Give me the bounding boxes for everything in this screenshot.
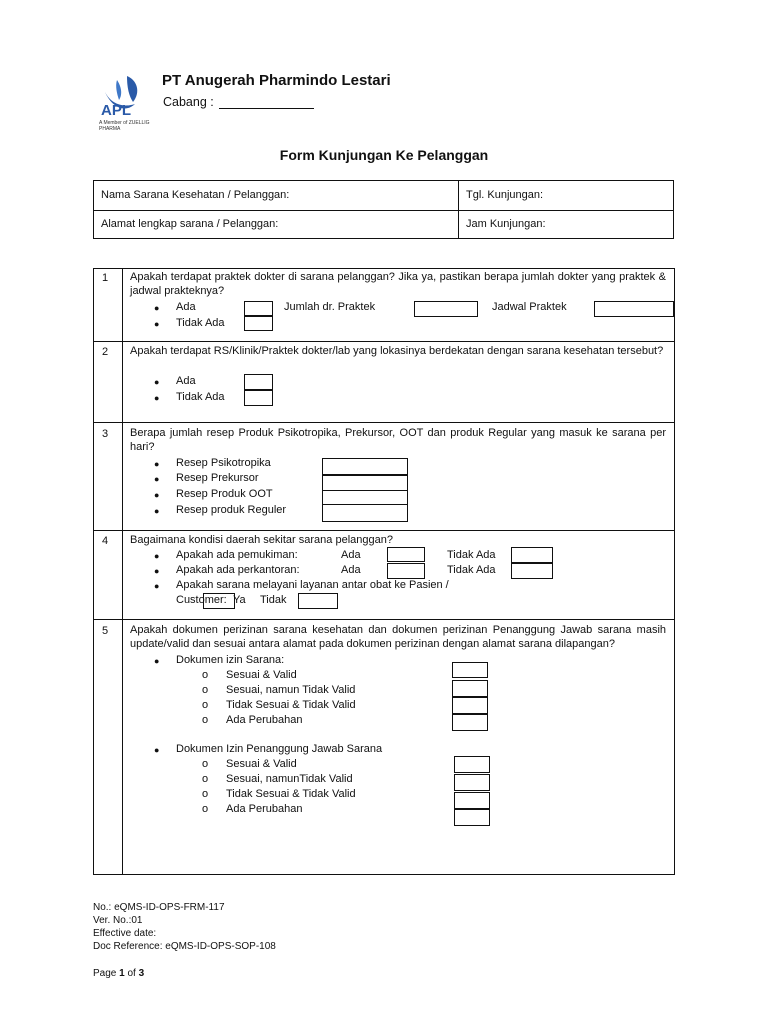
form-title: Form Kunjungan Ke Pelanggan <box>279 147 489 163</box>
logo-text: APL <box>101 102 131 119</box>
bullet-icon: ● <box>154 393 160 403</box>
tidak-ada-checkbox[interactable] <box>244 390 273 406</box>
doc1-option-checkbox[interactable] <box>452 680 488 697</box>
doc-option-label: Sesuai & Valid <box>226 758 297 770</box>
doc1-option-checkbox[interactable] <box>452 662 488 678</box>
info-table-row-divider <box>94 210 673 211</box>
doc-option-label: Tidak Sesuai & Tidak Valid <box>226 699 356 711</box>
question-text: Apakah terdapat praktek dokter di sarana pelanggan? Jika ya, pastikan berapa jumlah dokter yang praktek & jadwal prakteknya? <box>130 271 666 297</box>
doc-option-label: Ada Perubahan <box>226 803 303 815</box>
row-divider <box>94 619 674 620</box>
doc-number: No.: eQMS-ID-OPS-FRM-117 <box>93 902 225 913</box>
perkantoran-label: Apakah ada perkantoran: <box>176 564 300 576</box>
resep-label: Resep Prekursor <box>176 472 259 484</box>
doc-option-label: Sesuai, namun Tidak Valid <box>226 684 356 696</box>
option-label: Ada <box>341 564 361 576</box>
pemukiman-tidak-ada-checkbox[interactable] <box>511 547 553 563</box>
option-label: Tidak Ada <box>447 564 496 576</box>
circle-bullet-icon: o <box>202 699 209 711</box>
customer-label: Customer: <box>176 594 227 606</box>
question-number: 1 <box>102 272 109 284</box>
perkantoran-tidak-ada-checkbox[interactable] <box>511 563 553 579</box>
question-text: Bagaimana kondisi daerah sekitar sarana pelanggan? <box>130 534 393 546</box>
question-number: 4 <box>102 535 109 547</box>
question-number: 2 <box>102 346 109 358</box>
option-label: Tidak Ada <box>176 391 225 403</box>
logo-subtext: A Member of ZUELLIG PHARMA <box>99 120 150 132</box>
bullet-icon: ● <box>154 745 160 755</box>
perkantoran-ada-checkbox[interactable] <box>387 563 425 579</box>
option-label: Tidak <box>260 594 287 606</box>
bullet-icon: ● <box>154 506 160 516</box>
tgl-kunjungan-label: Tgl. Kunjungan: <box>466 189 544 201</box>
page-of: of <box>124 968 139 979</box>
cabang-label: Cabang : <box>163 95 214 109</box>
alamat-label: Alamat lengkap sarana / Pelanggan: <box>101 218 279 230</box>
bullet-icon: ● <box>154 656 160 666</box>
doc-group-label: Dokumen izin Sarana: <box>176 654 285 666</box>
doc2-option-checkbox[interactable] <box>454 756 490 773</box>
resep-prekursor-field[interactable] <box>322 475 408 491</box>
bullet-icon: ● <box>154 581 160 591</box>
option-label: Tidak Ada <box>447 549 496 561</box>
bullet-icon: ● <box>154 319 160 329</box>
page-indicator <box>93 968 144 979</box>
option-label: Ada <box>176 375 196 387</box>
row-divider <box>94 422 674 423</box>
page-prefix: Page <box>93 968 120 979</box>
doc2-option-checkbox[interactable] <box>454 774 490 791</box>
question-text: Berapa jumlah resep Produk Psikotropika, Prekursor, OOT dan produk Regular yang masuk ke sarana per hari? <box>130 427 666 453</box>
circle-bullet-icon: o <box>202 714 209 726</box>
company-name: PT Anugerah Pharmindo Lestari <box>162 72 391 89</box>
doc-group-label: Dokumen Izin Penanggung Jawab Sarana <box>176 743 383 755</box>
doc-reference: Doc Reference: eQMS-ID-OPS-SOP-108 <box>93 941 276 952</box>
resep-oot-field[interactable] <box>322 490 408 505</box>
resep-label: Resep Psikotropika <box>176 457 271 469</box>
layanan-label: Apakah sarana melayani layanan antar obat ke Pasien / <box>176 579 449 591</box>
jadwal-praktek-field[interactable] <box>594 301 674 317</box>
doc2-option-checkbox[interactable] <box>454 792 490 809</box>
doc1-option-checkbox[interactable] <box>452 714 488 731</box>
number-column-divider <box>122 269 123 874</box>
version-number: Ver. No.:01 <box>93 915 143 926</box>
company-logo <box>97 74 149 138</box>
option-label: Ada <box>176 301 196 313</box>
question-number: 5 <box>102 625 109 637</box>
bullet-icon: ● <box>154 551 160 561</box>
doc1-option-checkbox[interactable] <box>452 697 488 714</box>
circle-bullet-icon: o <box>202 773 209 785</box>
option-label: Ya <box>233 594 246 606</box>
circle-bullet-icon: o <box>202 684 209 696</box>
question-text: Apakah dokumen perizinan sarana kesehatan dan dokumen perizinan Penanggung Jawab sarana masih update/valid dan sesuai antara alamat pada dokumen perizinan dengan alamat sarana dilapangan? <box>130 624 666 650</box>
tidak-ada-checkbox[interactable] <box>244 316 273 331</box>
page-current: 1 <box>119 968 125 979</box>
question-text: Apakah terdapat RS/Klinik/Praktek dokter/lab yang lokasinya berdekatan dengan sarana kesehatan tersebut? <box>130 345 664 357</box>
resep-label: Resep Produk OOT <box>176 488 273 500</box>
resep-label: Resep produk Reguler <box>176 504 287 516</box>
field-label: Jadwal Praktek <box>492 301 567 313</box>
ada-checkbox[interactable] <box>244 301 273 316</box>
circle-bullet-icon: o <box>202 669 209 681</box>
questions-table <box>93 268 675 875</box>
circle-bullet-icon: o <box>202 758 209 770</box>
doc-option-label: Sesuai & Valid <box>226 669 297 681</box>
question-number: 3 <box>102 428 109 440</box>
info-table <box>93 180 674 239</box>
bullet-icon: ● <box>154 303 160 313</box>
row-divider <box>94 341 674 342</box>
resep-psikotropika-field[interactable] <box>322 458 408 475</box>
page-total: 3 <box>138 968 145 979</box>
option-label: Ada <box>341 549 361 561</box>
bullet-icon: ● <box>154 566 160 576</box>
bullet-icon: ● <box>154 474 160 484</box>
option-label: Tidak Ada <box>176 317 225 329</box>
bullet-icon: ● <box>154 490 160 500</box>
jumlah-dokter-field[interactable] <box>414 301 478 317</box>
bullet-icon: ● <box>154 459 160 469</box>
row-divider <box>94 530 674 531</box>
nama-sarana-label: Nama Sarana Kesehatan / Pelanggan: <box>101 189 290 201</box>
field-label: Jumlah dr. Praktek <box>284 301 376 313</box>
ada-checkbox[interactable] <box>244 374 273 390</box>
doc2-option-checkbox[interactable] <box>454 809 490 826</box>
cabang-input-line[interactable] <box>219 108 314 109</box>
effective-date: Effective date: <box>93 928 157 939</box>
doc-option-label: Sesuai, namunTidak Valid <box>226 773 353 785</box>
resep-reguler-field[interactable] <box>322 504 408 522</box>
layanan-tidak-checkbox[interactable] <box>298 593 338 609</box>
doc-option-label: Tidak Sesuai & Tidak Valid <box>226 788 356 800</box>
circle-bullet-icon: o <box>202 803 209 815</box>
jam-kunjungan-label: Jam Kunjungan: <box>466 218 546 230</box>
pemukiman-ada-checkbox[interactable] <box>387 547 425 562</box>
doc-option-label: Ada Perubahan <box>226 714 303 726</box>
bullet-icon: ● <box>154 377 160 387</box>
pemukiman-label: Apakah ada pemukiman: <box>176 549 298 561</box>
circle-bullet-icon: o <box>202 788 209 800</box>
